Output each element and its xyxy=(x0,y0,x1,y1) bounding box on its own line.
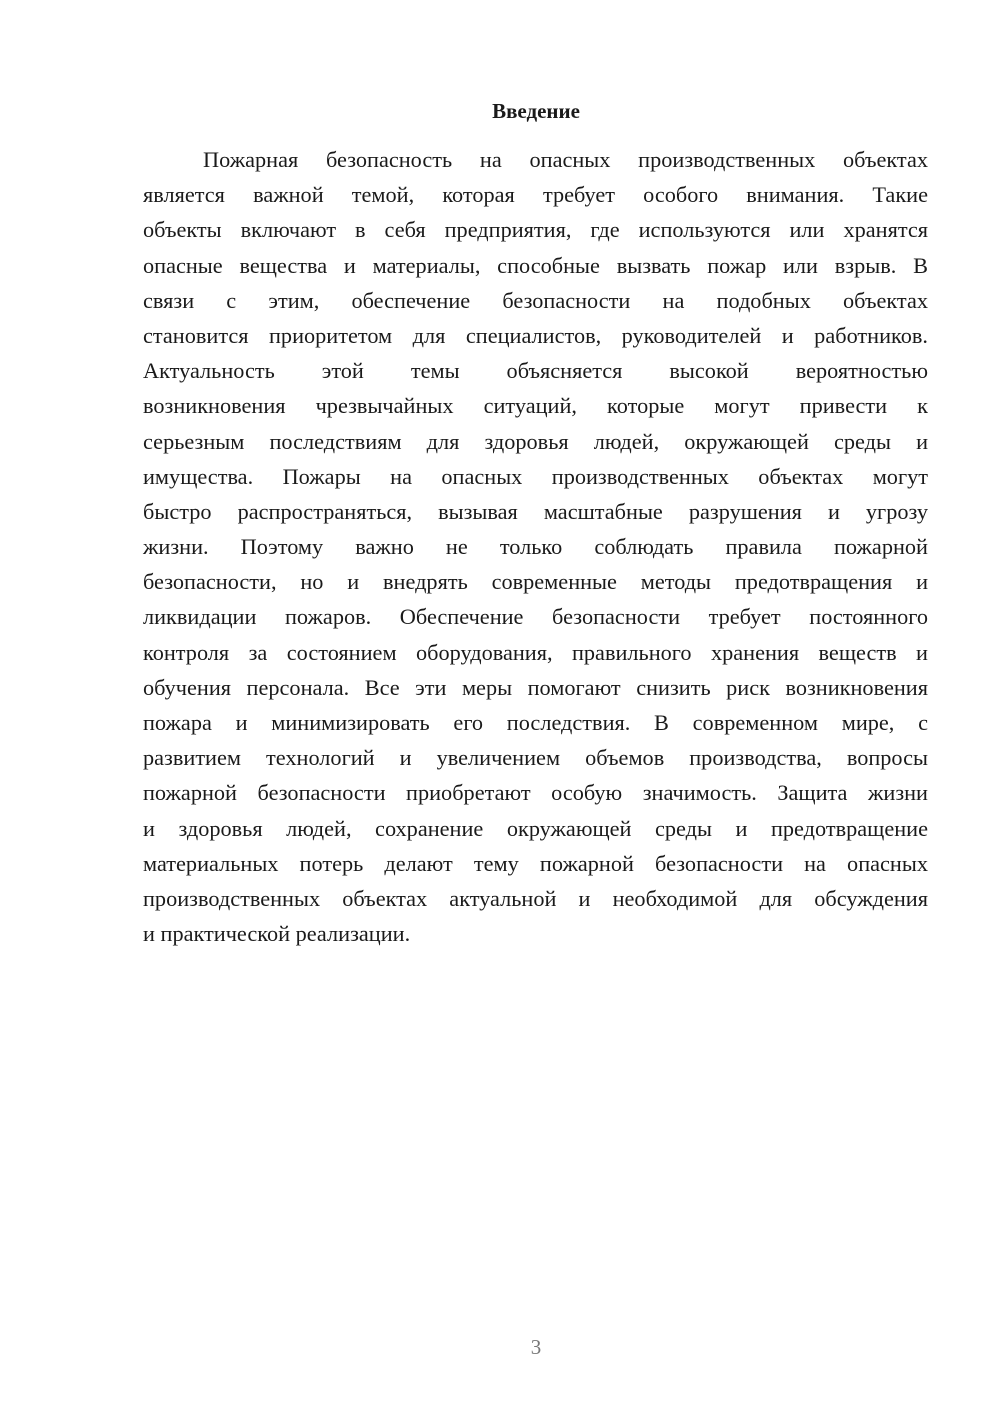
text-line: имущества. Пожары на опасных производственных объектах могут xyxy=(143,463,928,489)
text-line: опасные вещества и материалы, способные вызвать пожар или взрыв. В xyxy=(143,252,928,278)
text-line: контроля за состоянием оборудования, правильного хранения веществ и xyxy=(143,639,928,665)
text-line: обучения персонала. Все эти меры помогают снизить риск возникновения xyxy=(143,674,928,700)
text-line: становится приоритетом для специалистов, руководителей и работников. xyxy=(143,322,928,348)
section-heading: Введение xyxy=(492,99,580,123)
text-line: быстро распространяться, вызывая масштабные разрушения и угрозу xyxy=(143,498,928,524)
text-line: и здоровья людей, сохранение окружающей среды и предотвращение xyxy=(143,815,928,841)
text-line: ликвидации пожаров. Обеспечение безопасности требует постоянного xyxy=(143,604,928,630)
page-number: 3 xyxy=(530,1335,542,1359)
text-line: Пожарная безопасность на опасных производственных объектах xyxy=(203,147,928,172)
text-line: Актуальность этой темы объясняется высокой вероятностью xyxy=(143,358,928,384)
text-line: является важной темой, которая требует особого внимания. Такие xyxy=(143,182,928,208)
text-line: связи с этим, обеспечение безопасности на подобных объектах xyxy=(143,287,928,313)
text-line: материальных потерь делают тему пожарной безопасности на опасных xyxy=(143,850,928,876)
text-line: объекты включают в себя предприятия, где используются или хранятся xyxy=(143,217,928,243)
text-line: жизни. Поэтому важно не только соблюдать правила пожарной xyxy=(143,534,928,560)
text-line: пожара и минимизировать его последствия. В современном мире, с xyxy=(143,710,928,735)
text-line: серьезным последствиям для здоровья людей, окружающей среды и xyxy=(143,428,928,454)
text-line: возникновения чрезвычайных ситуаций, которые могут привести к xyxy=(143,393,928,419)
text-line: производственных объектах актуальной и необходимой для обсуждения xyxy=(143,885,928,911)
text-line: и практической реализации. xyxy=(143,921,411,947)
text-line: безопасности, но и внедрять современные методы предотвращения и xyxy=(143,569,928,595)
body-paragraph xyxy=(143,142,928,951)
text-line: развитием технологий и увеличением объемов производства, вопросы xyxy=(143,745,928,771)
text-line: пожарной безопасности приобретают особую значимость. Защита жизни xyxy=(143,780,928,806)
